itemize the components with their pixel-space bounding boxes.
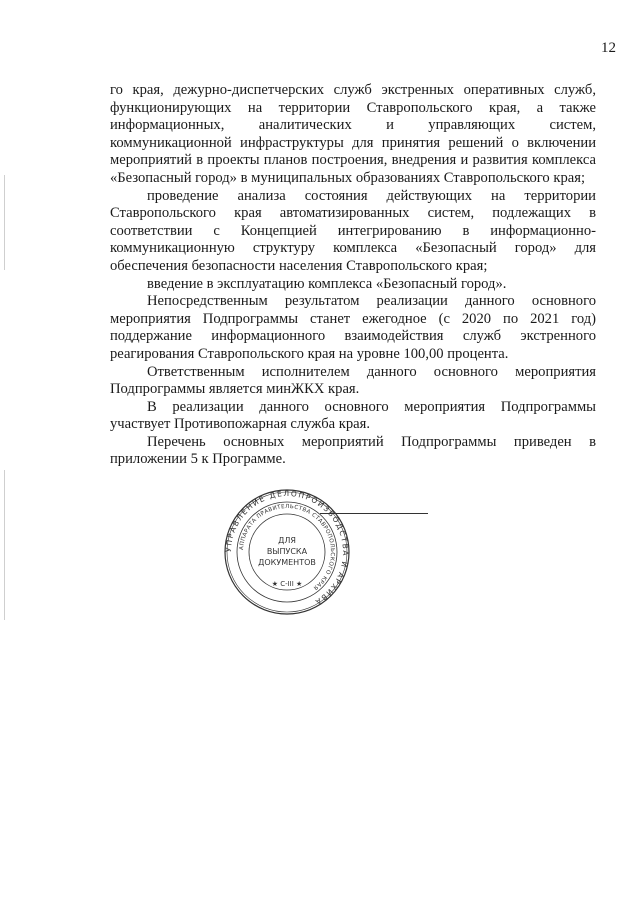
svg-text:ДОКУМЕНТОВ: ДОКУМЕНТОВ — [258, 558, 316, 567]
paragraph: введение в эксплуатацию комплекса «Безопасный город». — [147, 275, 507, 292]
svg-text:ДЛЯ: ДЛЯ — [278, 536, 296, 545]
svg-text:АППАРАТА ПРАВИТЕЛЬСТВА СТАВРОП: АППАРАТА ПРАВИТЕЛЬСТВА СТАВРОПОЛЬСКОГО КРАЯ — [239, 503, 336, 591]
stamp-seal-image — [222, 487, 352, 617]
scan-edge-mark — [4, 175, 5, 270]
paragraph: В реализации данного основного мероприятия Подпрограммы участвует Противопожарная служба края. — [110, 398, 596, 433]
paragraph: Перечень основных мероприятий Подпрограммы приведен в приложении 5 к Программе. — [110, 433, 596, 468]
page-number: 12 — [601, 40, 616, 56]
paragraph: проведение анализа состояния действующих на территории Ставропольского края автоматизированных систем, подлежащих в соответствии с Концепцией интегрированию в информационно-коммуникационную структуру комплекса «Безопасный город» для обеспечения безопасности населения Ставропольского края; — [110, 187, 596, 274]
signature-line — [320, 513, 428, 514]
svg-text:УПРАВЛЕНИЕ ДЕЛОПРОИЗВОДСТВА И: УПРАВЛЕНИЕ ДЕЛОПРОИЗВОДСТВА И АРХИВА — [223, 488, 351, 608]
svg-text:★ С-III ★: ★ С-III ★ — [271, 580, 303, 588]
scan-edge-mark — [4, 470, 5, 620]
paragraph: Ответственным исполнителем данного основного мероприятия Подпрограммы является минЖКХ края. — [110, 363, 596, 398]
document-body — [110, 82, 596, 469]
svg-text:ВЫПУСКА: ВЫПУСКА — [266, 547, 308, 556]
official-stamp — [222, 487, 352, 617]
paragraph: Непосредственным результатом реализации данного основного мероприятия Подпрограммы станет ежегодное (с 2020 по 2021 год) поддержание информационного взаимодействия служб экстренного реагирования Ставропольского края на уровне 100,00 процента. — [110, 293, 596, 362]
paragraph: го края, дежурно-диспетчерских служб экстренных оперативных служб, функционирующих на территории Ставропольского края, а также информационных, аналитических и управляющих систем, коммуникационной инфраструктуры для принятия решений о включении мероприятий в проекты планов построения, внедрения и развития комплекса «Безопасный город» в муниципальных образованиях Ставропольского края; — [110, 82, 596, 186]
